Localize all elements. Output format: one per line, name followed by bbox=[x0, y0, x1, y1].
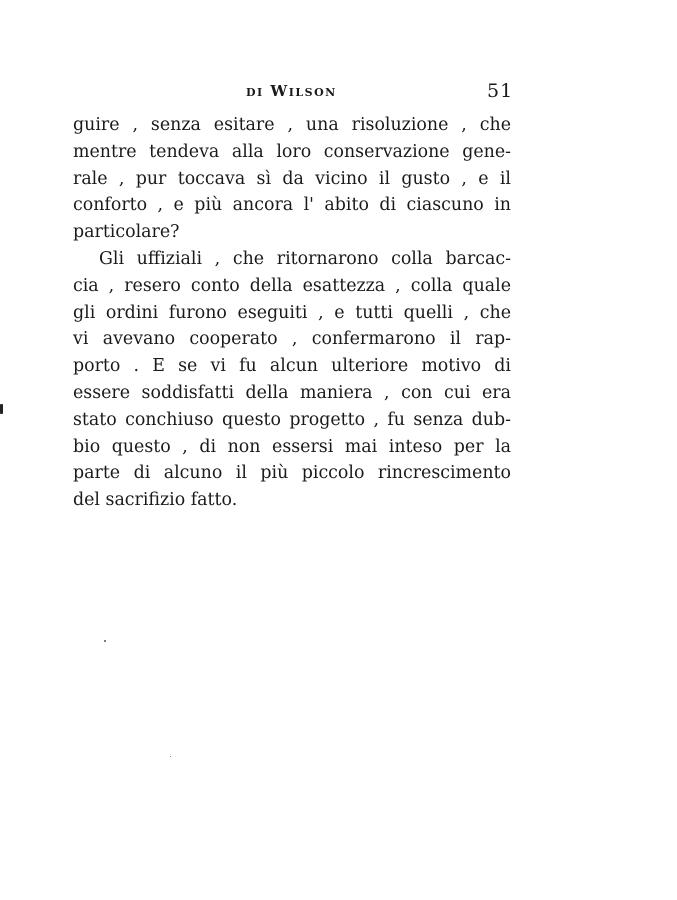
text-line: mentre tendeva alla loro conservazione gene- bbox=[73, 141, 511, 162]
running-head bbox=[0, 82, 677, 106]
text-line: bio questo , di non essersi mai inteso per la bbox=[73, 436, 511, 457]
text-line: del sacrifizio fatto. bbox=[73, 490, 238, 511]
paragraph-1 bbox=[73, 112, 511, 246]
text-line: vi avevano cooperato , confermarono il rap- bbox=[73, 329, 511, 350]
text-line: guire , senza esitare , una risoluzione , che bbox=[73, 115, 511, 135]
paragraph-2 bbox=[73, 246, 511, 514]
body-text bbox=[73, 112, 511, 514]
margin-mark bbox=[0, 404, 3, 414]
text-line: particolare? bbox=[73, 222, 180, 243]
text-line: gli ordini furono eseguiti , e tutti quelli , che bbox=[73, 302, 511, 323]
running-title: di Wilson bbox=[246, 82, 337, 100]
text-line: essere soddisfatti della maniera , con cui era bbox=[73, 382, 511, 403]
text-line: stato conchiuso questo progetto , fu senza dub- bbox=[73, 409, 511, 430]
paper-speck bbox=[104, 640, 106, 642]
text-line: parte di alcuno il più piccolo rincrescimento bbox=[73, 463, 511, 484]
text-line: rale , pur toccava sì da vicino il gusto , e il bbox=[73, 168, 511, 189]
text-line: cia , resero conto della esattezza , colla quale bbox=[73, 275, 511, 296]
page-number: 51 bbox=[487, 80, 514, 102]
text-line: Gli uffiziali , che ritornarono colla barcac- bbox=[99, 248, 511, 269]
text-line: porto . E se vi fu alcun ulteriore motivo di bbox=[73, 356, 511, 377]
paper-speck bbox=[170, 756, 171, 757]
text-line: conforto , e più ancora l' abito di ciascuno in bbox=[73, 195, 511, 216]
